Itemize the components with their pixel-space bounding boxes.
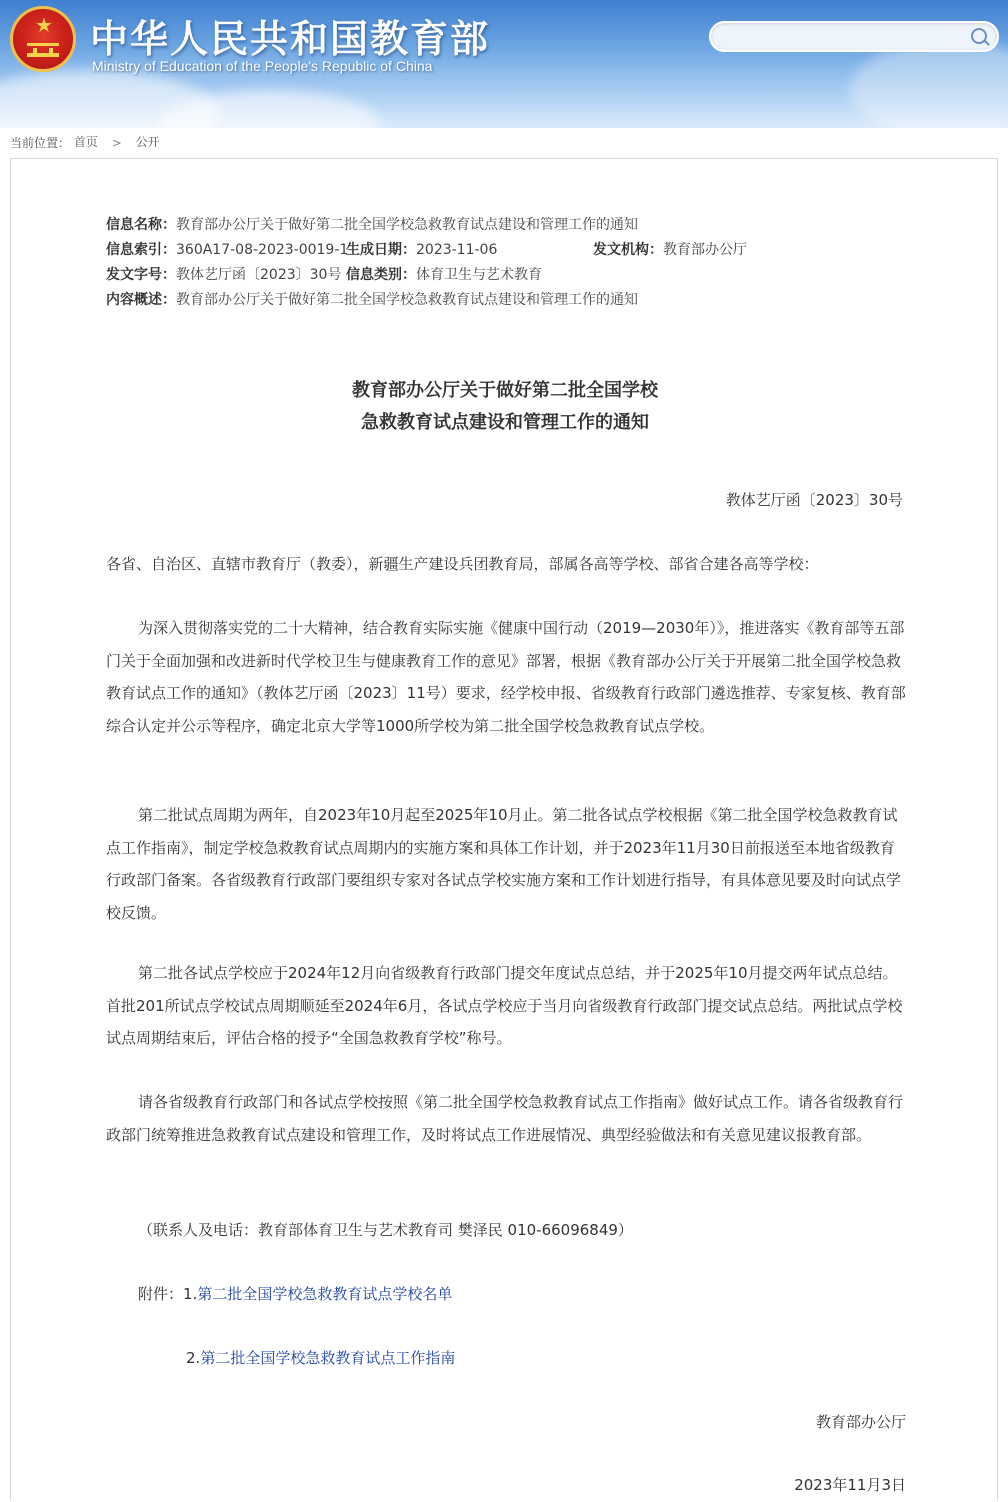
- meta-row-docno: [106, 263, 638, 288]
- meta-value: 教育部办公厅: [663, 242, 747, 258]
- meta-label: 信息索引：: [106, 242, 176, 258]
- breadcrumb-home-link[interactable]: 首页: [73, 135, 98, 149]
- attachment-link[interactable]: 第二批全国学校急救教育试点学校名单: [197, 1285, 453, 1303]
- site-title-cn[interactable]: 中华人民共和国教育部: [90, 17, 491, 61]
- meta-row-summary: [106, 288, 638, 313]
- meta-label: 发文字号：: [106, 267, 176, 283]
- site-header: [0, 0, 1008, 128]
- breadcrumb-separator: >: [111, 135, 122, 150]
- meta-label: 信息类别：: [346, 267, 416, 283]
- search-input[interactable]: [723, 27, 972, 49]
- document-title-line: 教育部办公厅关于做好第二批全国学校: [352, 380, 658, 401]
- contact-info: （联系人及电话：教育部体育卫生与艺术教育司 樊泽民 010-66096849）: [138, 1221, 633, 1239]
- site-title-en[interactable]: Ministry of Education of the People's Republic of China: [92, 58, 433, 74]
- meta-value: 教育部办公厅关于做好第二批全国学校急救教育试点建设和管理工作的通知: [176, 217, 638, 233]
- paragraph: 第二批试点周期为两年，自2023年10月起至2025年10月止。第二批各试点学校根据《第二批全国学校急救教育试点工作指南》，制定学校急救教育试点周期内的实施方案和具体工作计划，并于2023年11月30日前报送至本地省级教育行政部门备案。各省级教育行政部门要组织专家对各试点学校实施方案和工作计划进行指导，有具体意见要及时向试点学校反馈。: [106, 806, 902, 922]
- sign-date: 2023年11月3日: [794, 1476, 906, 1494]
- meta-value: 体育卫生与艺术教育: [416, 267, 542, 283]
- document-title: [11, 375, 999, 439]
- meta-label: 内容概述：: [106, 292, 176, 308]
- document-title-line: 急救教育试点建设和管理工作的通知: [361, 412, 649, 433]
- search-icon[interactable]: [971, 28, 987, 44]
- attachment-1: [106, 1278, 906, 1311]
- meta-label: 发文机构：: [593, 242, 663, 258]
- breadcrumb-public-link[interactable]: 公开: [135, 135, 160, 149]
- meta-row-index: [106, 238, 747, 263]
- attachment-link[interactable]: 第二批全国学校急救教育试点工作指南: [200, 1349, 456, 1367]
- breadcrumb-prefix: 当前位置：: [10, 136, 71, 150]
- meta-row-name: [106, 213, 638, 238]
- search-box: [709, 21, 999, 52]
- info-metadata: [106, 213, 747, 313]
- meta-value: 2023-11-06: [416, 242, 498, 258]
- paragraph: 第二批各试点学校应于2024年12月向省级教育行政部门提交年度试点总结，并于2025年10月提交两年试点总结。首批201所试点学校试点周期顺延至2024年6月，各试点学校应于当月向省级教育行政部门提交试点总结。两批试点学校试点周期结束后，评估合格的授予“全国急救教育学校”称号。: [106, 964, 903, 1047]
- breadcrumb: [10, 133, 160, 151]
- cloud-decoration: [850, 40, 1008, 128]
- paragraph: 为深入贯彻落实党的二十大精神，结合教育实际实施《健康中国行动（2019—2030年）》，推进落实《教育部等五部门关于全面加强和改进新时代学校卫生与健康教育工作的意见》部署，根据《教育部办公厅关于开展第二批全国学校急救教育试点工作的通知》（教体艺厅函〔2023〕11号）要求，经学校申报、省级教育行政部门遴选推荐、专家复核、教育部综合认定并公示等程序，确定北京大学等1000所学校为第二批全国学校急救教育试点学校。: [106, 619, 906, 735]
- meta-value: 教体艺厅函〔2023〕30号: [176, 267, 342, 283]
- attachment-number: 1.: [183, 1285, 198, 1303]
- attachment-number: 2.: [186, 1349, 201, 1367]
- paragraph: 请各省级教育行政部门和各试点学校按照《第二批全国学校急救教育试点工作指南》做好试点工作。请各省级教育行政部门统筹推进急救教育试点建设和管理工作，及时将试点工作进展情况、典型经验做法和有关意见建议报教育部。: [106, 1093, 904, 1144]
- attachments-label: 附件：: [138, 1285, 184, 1303]
- meta-label: 生成日期：: [346, 242, 416, 258]
- meta-value: 360A17-08-2023-0019-1: [176, 242, 349, 258]
- meta-label: 信息名称：: [106, 217, 176, 233]
- signature: 教育部办公厅: [815, 1413, 906, 1431]
- content-panel: [10, 158, 998, 1501]
- national-emblem-icon[interactable]: ★: [10, 6, 76, 72]
- salutation: 各省、自治区、直辖市教育厅（教委），新疆生产建设兵团教育局，部属各高等学校、部省合建各高等学校：: [106, 555, 819, 573]
- attachment-2: [106, 1342, 906, 1375]
- document-number: 教体艺厅函〔2023〕30号: [725, 491, 903, 509]
- meta-value: 教育部办公厅关于做好第二批全国学校急救教育试点建设和管理工作的通知: [176, 292, 638, 308]
